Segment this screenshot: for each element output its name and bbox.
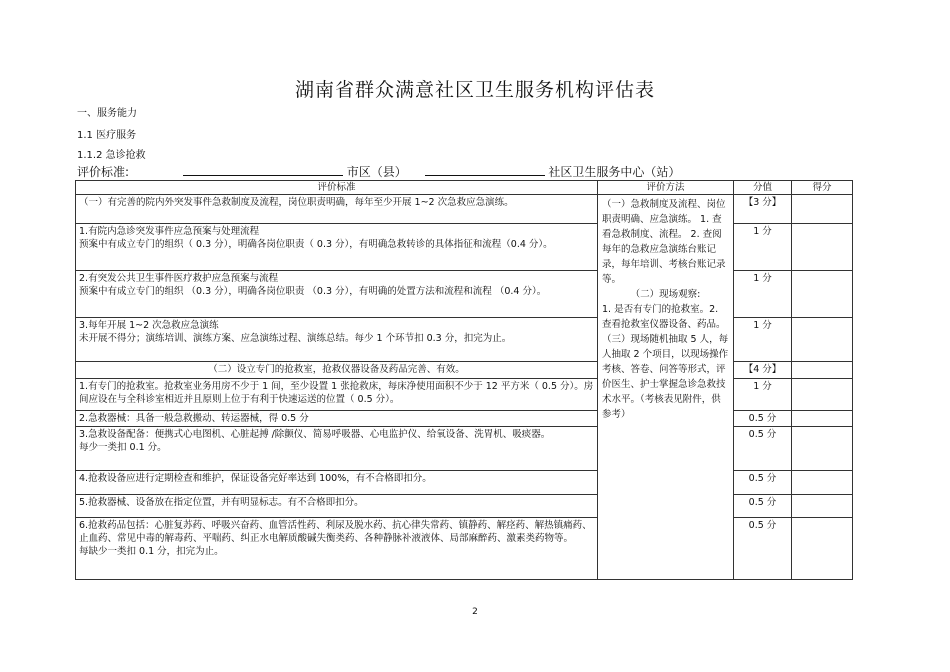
header-score: 分值 (734, 181, 792, 195)
score-cell: 1 分 (734, 271, 792, 318)
page-title: 湖南省群众满意社区卫生服务机构评估表 (294, 79, 655, 101)
table-row (76, 362, 853, 379)
criteria-cell: 1.有院内急诊突发事件应急预案与处理流程 预案中有成立专门的组织（ 0.3 分），明确各岗位职责（ 0.3 分），有明确急救转诊的具体指征和流程（0.4 分）。 (76, 224, 598, 271)
method-part-3: 1. 是否有专门的抢救室。2. 查看抢救室仪器设备、药品。 (602, 304, 726, 330)
city-label: 市区（县） (346, 165, 407, 179)
method-part-4: （三）现场随机抽取 5 人，每人抽取 2 个项目，以现场操作考核、答卷、问答等形式，评价医生、护士掌握急诊急救技术水平。（考核表见附件，供参考） (602, 334, 729, 420)
score-cell: 0.5 分 (734, 495, 792, 518)
center-label: 社区卫生服务中心（站） (548, 165, 681, 179)
table-row (76, 271, 853, 318)
table-header-row (76, 181, 853, 195)
obtained-cell[interactable] (792, 318, 853, 362)
evaluation-table (75, 180, 853, 580)
table-row (76, 518, 853, 580)
table-row (76, 379, 853, 411)
criteria-cell: 1.有专门的抢救室。抢救室业务用房不少于 1 间，至少设置 1 张抢救床，每床净使用面积不少于 12 平方米（ 0.5 分）。房间应设在与全科诊室相近并且原则上位于有利于快速运送的位置（ 0.5 分）。 (76, 379, 598, 411)
score-cell: 0.5 分 (734, 411, 792, 427)
score-cell: 【4 分】 (734, 362, 792, 379)
obtained-cell[interactable] (792, 427, 853, 471)
method-cell (598, 195, 734, 580)
standard-line (77, 163, 837, 180)
obtained-cell[interactable] (792, 518, 853, 580)
obtained-cell[interactable] (792, 271, 853, 318)
header-method: 评价方法 (598, 181, 734, 195)
section-heading-2: 1.1 医疗服务 (77, 130, 137, 141)
obtained-cell[interactable] (792, 195, 853, 224)
table-row (76, 195, 853, 224)
table-row (76, 471, 853, 495)
section-heading-3: 1.1.2 急诊抢救 (77, 150, 146, 161)
criteria-cell: 2.急救器械：具备一般急救搬动、转运器械，得 0.5 分 (76, 411, 598, 427)
score-cell: 1 分 (734, 224, 792, 271)
obtained-cell[interactable] (792, 411, 853, 427)
header-obtained: 得分 (792, 181, 853, 195)
criteria-cell: 3.急救设备配备：便携式心电图机、心脏起搏 /除颤仪、简易呼吸器、心电监护仪、给氧设备、洗胃机、吸痰器。 每少一类扣 0.1 分。 (76, 427, 598, 471)
header-criteria: 评价标准 (76, 181, 598, 195)
obtained-cell[interactable] (792, 379, 853, 411)
table-row (76, 495, 853, 518)
criteria-cell: 4.抢救设备应进行定期检查和维护，保证设备完好率达到 100%，有不合格即扣分。 (76, 471, 598, 495)
criteria-cell: 2.有突发公共卫生事件医疗救护应急预案与流程 预案中有成立专门的组织 （0.3 分），明确各岗位职责 （0.3 分），有明确的处置方法和流程和流程 （0.4 分）。 (76, 271, 598, 318)
score-cell: 0.5 分 (734, 518, 792, 580)
score-cell: 0.5 分 (734, 427, 792, 471)
criteria-cell: 6.抢救药品包括：心脏复苏药、呼吸兴奋药、血管活性药、利尿及脱水药、抗心律失常药、镇静药、解痉药、解热镇痛药、止血药、常见中毒的解毒药、平喘药、纠正水电解质酸碱失衡类药、各种静脉补液液体、局部麻醉药、激素类药物等。 每缺少一类扣 0.1 分，扣完为止。 (76, 518, 598, 580)
page-number: 2 (472, 607, 478, 617)
obtained-cell[interactable] (792, 224, 853, 271)
standard-label: 评价标准: (77, 165, 130, 179)
score-cell: 【3 分】 (734, 195, 792, 224)
criteria-cell: （一）有完善的院内外突发事件急救制度及流程，岗位职责明确，每年至少开展 1~2 次急救应急演练。 (76, 195, 598, 224)
table-row (76, 427, 853, 471)
score-cell: 0.5 分 (734, 471, 792, 495)
criteria-cell: 3.每年开展 1~2 次急救应急演练 未开展不得分；演练培训、演练方案、应急演练过程、演练总结。每少 1 个环节扣 0.3 分，扣完为止。 (76, 318, 598, 362)
criteria-cell: 5.抢救器械、设备放在指定位置，并有明显标志。有不合格即扣分。 (76, 495, 598, 518)
center-blank (425, 164, 545, 176)
obtained-cell[interactable] (792, 471, 853, 495)
table-row (76, 318, 853, 362)
score-cell: 1 分 (734, 318, 792, 362)
criteria-cell: （二）设立专门的抢救室，抢救仪器设备及药品完善、有效。 (76, 362, 598, 379)
method-part-2: （二）现场观察: (630, 289, 701, 300)
city-blank (183, 164, 343, 176)
score-cell: 1 分 (734, 379, 792, 411)
method-part-1: （一）急救制度及流程、岗位职责明确、应急演练。 1. 查看急救制度、流程。 2. 查阅每年的急救应急演练台账记录，每年培训、考核台账记录等。 (602, 199, 726, 285)
obtained-cell[interactable] (792, 362, 853, 379)
obtained-cell[interactable] (792, 495, 853, 518)
table-row (76, 411, 853, 427)
table-row (76, 224, 853, 271)
section-heading-1: 一、服务能力 (77, 108, 137, 119)
